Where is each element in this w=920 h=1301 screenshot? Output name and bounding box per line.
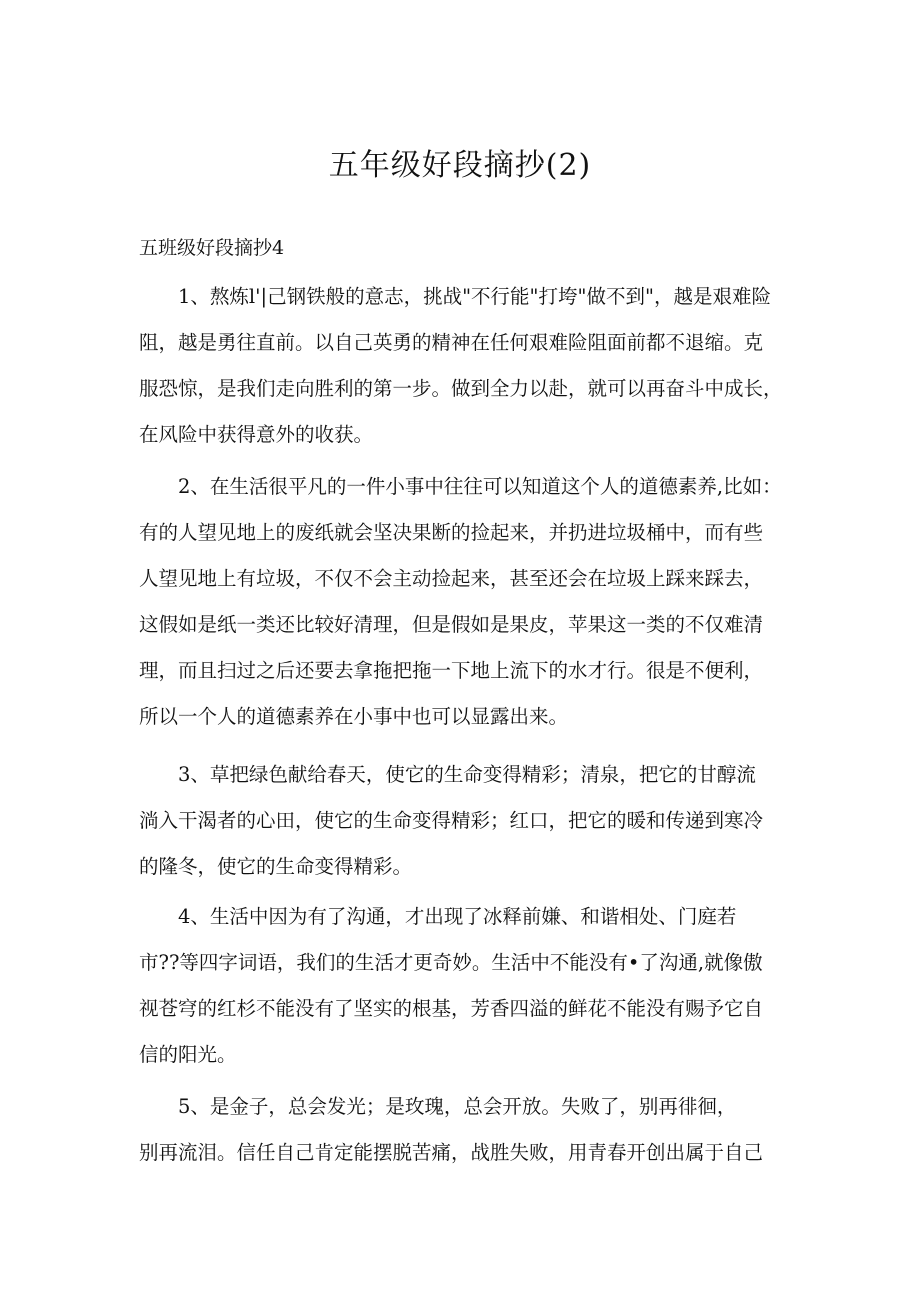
paragraph-line: 这假如是纸一类还比较好清理，但是假如是果皮，苹果这一类的不仅难清 <box>139 613 764 636</box>
paragraph-line: 市??等四字词语，我们的生活才更奇妙。生活中不能没有•了沟通,就像傲 <box>139 951 763 974</box>
paragraph-line: 服恐惊，是我们走向胜利的第一步。做到全力以赴，就可以再奋斗中成长， <box>139 377 783 400</box>
paragraph-line: 视苍穹的红杉不能没有了坚实的根基，芳香四溢的鲜花不能没有赐予它自 <box>139 997 764 1020</box>
paragraph-line: 在风险中获得意外的收获。 <box>139 423 374 446</box>
paragraph-line: 有的人望见地上的废纸就会坚决果断的捡起来，并扔进垃圾桶中，而有些 <box>139 521 764 544</box>
paragraph-line: 5、是金子，总会发光；是玫瑰，总会开放。失败了，别再徘徊， <box>178 1095 737 1118</box>
paragraph-line: 淌入干渴者的心田，使它的生命变得精彩；红口，把它的暖和传递到寒冷 <box>139 809 764 832</box>
paragraph-line: 的隆冬，使它的生命变得精彩。 <box>139 855 413 878</box>
paragraph-line: 阻，越是勇往直前。以自己英勇的精神在任何艰难险阻面前都不退缩。克 <box>139 331 764 354</box>
paragraph-line: 所以一个人的道德素养在小事中也可以显露出来。 <box>139 705 569 728</box>
paragraph-line: 人望见地上有垃圾，不仅不会主动捡起来，甚至还会在垃圾上踩来踩去， <box>139 567 764 590</box>
section-subtitle: 五班级好段摘抄4 <box>139 237 285 259</box>
paragraph-line: 2、在生活很平凡的一件小事中往往可以知道这个人的道德素养,比如： <box>178 475 782 498</box>
paragraph-line: 信的阳光。 <box>139 1043 237 1066</box>
paragraph-line: 1、熬炼l'|己钢铁般的意志，挑战"不行能"打垮"做不到"，越是艰难险 <box>178 285 771 308</box>
page-title: 五年级好段摘抄(2) <box>328 148 592 183</box>
paragraph-line: 理，而且扫过之后还要去拿拖把拖一下地上流下的水才行。很是不便利， <box>139 659 764 682</box>
paragraph-line: 3、草把绿色献给春天，使它的生命变得精彩；清泉，把它的甘醇流 <box>178 763 756 786</box>
paragraph-line: 别再流泪。信任自己肯定能摆脱苦痛，战胜失败，用青春开创出属于自己 <box>139 1141 764 1164</box>
paragraph-line: 4、生活中因为有了沟通，才出现了冰释前嫌、和谐相处、门庭若 <box>178 905 737 928</box>
